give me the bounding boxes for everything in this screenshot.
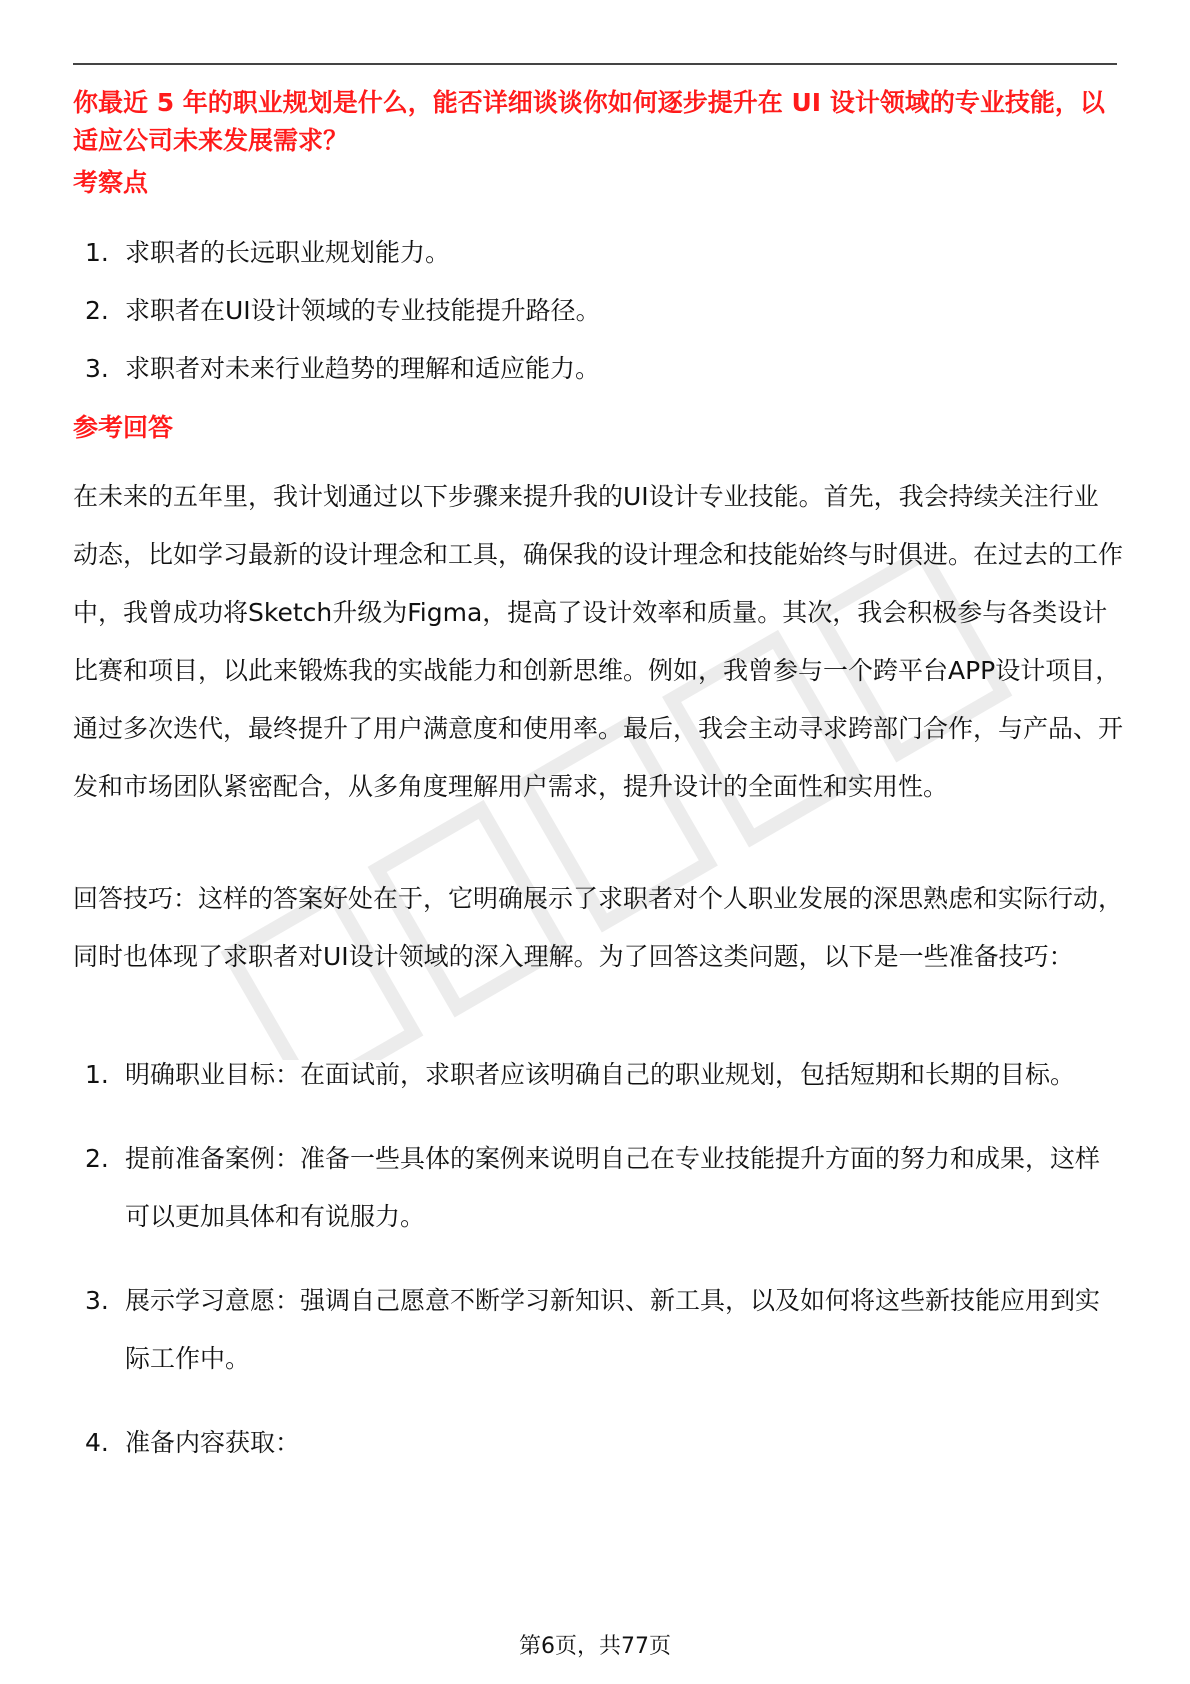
list-text: 求职者对未来行业趋势的理解和适应能力。	[125, 354, 601, 383]
points-list	[73, 236, 1123, 410]
list-item	[73, 1272, 1123, 1388]
list-text: 明确职业目标：在面试前，求职者应该明确自己的职业规划，包括短期和长期的目标。	[125, 1060, 1076, 1089]
list-item	[73, 1046, 1123, 1104]
list-item	[73, 352, 1123, 386]
list-number: 2.	[85, 1144, 109, 1173]
top-divider	[73, 63, 1117, 65]
list-text: 求职者的长远职业规划能力。	[125, 238, 451, 267]
list-text: 求职者在UI设计领域的专业技能提升路径。	[125, 296, 601, 325]
list-text: 展示学习意愿：强调自己愿意不断学习新知识、新工具，以及如何将这些新技能应用到实际工作中。	[125, 1286, 1101, 1373]
list-text: 准备内容获取：	[125, 1428, 301, 1457]
tips-intro-paragraph: 回答技巧：这样的答案好处在于，它明确展示了求职者对个人职业发展的深思熟虑和实际行动，同时也体现了求职者对UI设计领域的深入理解。为了回答这类问题，以下是一些准备技巧：	[73, 884, 1124, 971]
list-number: 1.	[85, 238, 109, 267]
tips-list	[73, 1046, 1123, 1498]
list-number: 1.	[85, 1060, 109, 1089]
list-item	[73, 236, 1123, 270]
list-number: 3.	[85, 354, 109, 383]
list-item	[73, 1130, 1123, 1246]
page-footer: 第6页，共77页	[519, 1634, 671, 1659]
question-title: 你最近 5 年的职业规划是什么，能否详细谈谈你如何逐步提升在 UI 设计领域的专业技能，以适应公司未来发展需求？	[73, 88, 1105, 155]
list-number: 3.	[85, 1286, 109, 1315]
list-number: 4.	[85, 1428, 109, 1457]
list-number: 2.	[85, 296, 109, 325]
points-heading: 考察点	[73, 168, 149, 197]
answer-heading: 参考回答	[73, 413, 174, 442]
list-text: 提前准备案例：准备一些具体的案例来说明自己在专业技能提升方面的努力和成果，这样可以更加具体和有说服力。	[125, 1144, 1101, 1231]
list-item	[73, 1414, 1123, 1472]
answer-paragraph: 在未来的五年里，我计划通过以下步骤来提升我的UI设计专业技能。首先，我会持续关注行业动态，比如学习最新的设计理念和工具，确保我的设计理念和技能始终与时俱进。在过去的工作中，我曾成功将Sketch升级为Figma，提高了设计效率和质量。其次，我会积极参与各类设计比赛和项目，以此来锻炼我的实战能力和创新思维。例如，我曾参与一个跨平台APP设计项目，通过多次迭代，最终提升了用户满意度和使用率。最后，我会主动寻求跨部门合作，与产品、开发和市场团队紧密配合，从多角度理解用户需求，提升设计的全面性和实用性。	[73, 482, 1124, 801]
list-item	[73, 294, 1123, 328]
